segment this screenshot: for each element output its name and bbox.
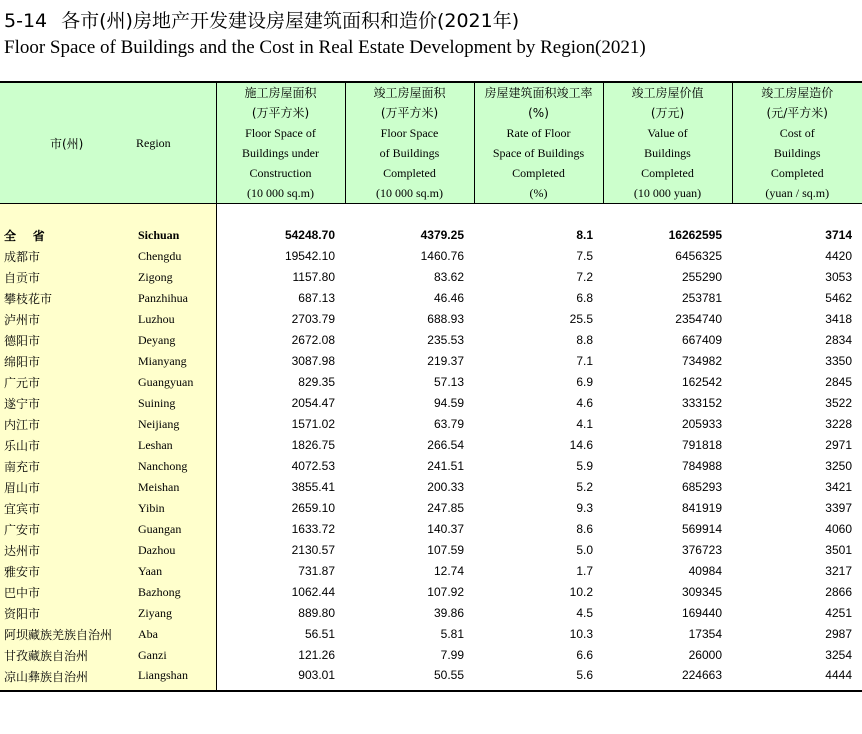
value-value-completed: 685293 bbox=[681, 480, 722, 494]
value-cost-completed: 4251 bbox=[825, 606, 852, 620]
value-floor-space-under-construction: 687.13 bbox=[298, 291, 335, 305]
value-completion-rate: 8.6 bbox=[576, 522, 593, 536]
table-row bbox=[0, 330, 862, 351]
value-value-completed: 333152 bbox=[681, 396, 722, 410]
table-row bbox=[0, 435, 862, 456]
value-floor-space-under-construction: 19542.10 bbox=[284, 249, 335, 263]
value-floor-space-under-construction: 2130.57 bbox=[291, 543, 335, 557]
value-value-completed: 791818 bbox=[681, 438, 722, 452]
header-col5-en-1: Cost of bbox=[779, 126, 815, 140]
header-col3-en-1: Rate of Floor bbox=[506, 126, 571, 140]
value-value-completed: 205933 bbox=[681, 417, 722, 431]
total-row bbox=[0, 225, 862, 246]
header-col1-cn: 施工房屋面积 bbox=[244, 86, 317, 100]
region-name-cn: 泸州市 bbox=[0, 309, 130, 330]
region-name-en: Liangshan bbox=[130, 666, 216, 691]
header-col2-en-3: Completed bbox=[383, 166, 436, 180]
table-row bbox=[0, 246, 862, 267]
value-floor-space-under-construction: 903.01 bbox=[216, 666, 345, 691]
value-value-completed: 224663 bbox=[603, 666, 732, 691]
region-name-cn: 绵阳市 bbox=[0, 351, 130, 372]
header-col1-en-4: (10 000 sq.m) bbox=[247, 186, 314, 200]
value-cost-completed: 2971 bbox=[825, 438, 852, 452]
value-completion-rate: 4.5 bbox=[576, 606, 593, 620]
region-name-en: Guangan bbox=[130, 519, 216, 540]
table-row bbox=[0, 561, 862, 582]
region-name-cn: 广元市 bbox=[0, 372, 130, 393]
value-cost-completed: 5462 bbox=[825, 291, 852, 305]
header-col2-en-4: (10 000 sq.m) bbox=[376, 186, 443, 200]
header-col3-cn: 房屋建筑面积竣工率 bbox=[484, 86, 593, 100]
header-completion-rate bbox=[474, 82, 603, 204]
header-col4-unit: (万元) bbox=[650, 106, 685, 120]
region-name-cn: 达州市 bbox=[0, 540, 130, 561]
value-floor-space-completed: 63.79 bbox=[433, 417, 464, 431]
value-completion-rate: 6.6 bbox=[576, 648, 593, 662]
value-floor-space-under-construction: 3855.41 bbox=[291, 480, 335, 494]
header-col4-en-4: (10 000 yuan) bbox=[633, 186, 702, 200]
value-cost-completed: 3522 bbox=[825, 396, 852, 410]
table-row bbox=[0, 372, 862, 393]
value-value-completed: 40984 bbox=[688, 564, 722, 578]
region-name-en: Aba bbox=[130, 624, 216, 645]
value-value-completed: 255290 bbox=[681, 270, 722, 284]
value-floor-space-under-construction: 889.80 bbox=[298, 606, 335, 620]
table-row bbox=[0, 393, 862, 414]
value-floor-space-under-construction: 1062.44 bbox=[291, 585, 335, 599]
header-col4-en-1: Value of bbox=[647, 126, 688, 140]
value-cost-completed: 3254 bbox=[825, 648, 852, 662]
value-completion-rate: 6.9 bbox=[576, 375, 593, 389]
region-name-cn: 甘孜藏族自治州 bbox=[0, 645, 130, 666]
value-cost-completed: 4444 bbox=[732, 666, 862, 691]
value-cost-completed: 3501 bbox=[825, 543, 852, 557]
table-row bbox=[0, 351, 862, 372]
table-row bbox=[0, 666, 862, 691]
value-floor-space-completed: 235.53 bbox=[427, 333, 464, 347]
header-region-cn: 市(州) bbox=[0, 82, 130, 204]
value-floor-space-completed: 200.33 bbox=[427, 480, 464, 494]
value-cost-completed: 2987 bbox=[825, 627, 852, 641]
value-value-completed: 162542 bbox=[681, 375, 722, 389]
value-floor-space-completed: 247.85 bbox=[427, 501, 464, 515]
header-col3-en-4: (%) bbox=[529, 186, 548, 200]
header-col4-en-2: Buildings bbox=[644, 146, 691, 160]
region-name-cn: 阿坝藏族羌族自治州 bbox=[0, 624, 130, 645]
region-name-cn: 德阳市 bbox=[0, 330, 130, 351]
value-floor-space-under-construction: 1633.72 bbox=[291, 522, 335, 536]
region-name-en: Meishan bbox=[130, 477, 216, 498]
region-name-cn: 全 省 bbox=[0, 225, 130, 246]
header-col1-en-1: Floor Space of bbox=[245, 126, 316, 140]
value-value-completed: 169440 bbox=[681, 606, 722, 620]
region-name-en: Guangyuan bbox=[130, 372, 216, 393]
header-floor-space-under-construction bbox=[216, 82, 345, 204]
value-value-completed: 309345 bbox=[681, 585, 722, 599]
value-floor-space-completed: 46.46 bbox=[433, 291, 464, 305]
value-cost-completed: 3397 bbox=[825, 501, 852, 515]
header-cost-completed bbox=[732, 82, 862, 204]
value-cost-completed: 3714 bbox=[825, 228, 852, 242]
value-floor-space-under-construction: 1826.75 bbox=[291, 438, 335, 452]
region-name-en: Ganzi bbox=[130, 645, 216, 666]
header-row bbox=[0, 82, 862, 204]
value-completion-rate: 8.8 bbox=[576, 333, 593, 347]
value-floor-space-completed: 4379.25 bbox=[420, 228, 464, 242]
region-name-cn: 攀枝花市 bbox=[0, 288, 130, 309]
value-value-completed: 784988 bbox=[681, 459, 722, 473]
value-value-completed: 253781 bbox=[681, 291, 722, 305]
value-cost-completed: 2866 bbox=[825, 585, 852, 599]
table-title-english: Floor Space of Buildings and the Cost in Real Estate Development by Region(2021) bbox=[4, 37, 646, 58]
region-name-en: Mianyang bbox=[130, 351, 216, 372]
value-value-completed: 17354 bbox=[688, 627, 722, 641]
header-col3-en-2: Space of Buildings bbox=[492, 146, 585, 160]
value-floor-space-completed: 219.37 bbox=[427, 354, 464, 368]
region-name-cn: 眉山市 bbox=[0, 477, 130, 498]
table-row bbox=[0, 309, 862, 330]
value-value-completed: 841919 bbox=[681, 501, 722, 515]
region-name-cn: 自贡市 bbox=[0, 267, 130, 288]
header-col5-unit: (元/平方米) bbox=[766, 106, 828, 120]
table-title-chinese bbox=[4, 6, 519, 33]
value-value-completed: 6456325 bbox=[675, 249, 722, 263]
value-value-completed: 2354740 bbox=[675, 312, 722, 326]
header-col5-en-3: Completed bbox=[770, 166, 824, 180]
table-row bbox=[0, 645, 862, 666]
header-col5-en-4: (yuan / sq.m) bbox=[765, 186, 830, 200]
value-floor-space-completed: 688.93 bbox=[427, 312, 464, 326]
value-value-completed: 376723 bbox=[681, 543, 722, 557]
region-name-en: Nanchong bbox=[130, 456, 216, 477]
region-name-cn: 宜宾市 bbox=[0, 498, 130, 519]
value-floor-space-completed: 5.81 bbox=[440, 627, 464, 641]
header-col2-cn: 竣工房屋面积 bbox=[373, 86, 446, 100]
table-row bbox=[0, 582, 862, 603]
value-completion-rate: 6.8 bbox=[576, 291, 593, 305]
value-cost-completed: 2834 bbox=[825, 333, 852, 347]
value-completion-rate: 4.6 bbox=[576, 396, 593, 410]
value-floor-space-under-construction: 2703.79 bbox=[291, 312, 335, 326]
value-value-completed: 667409 bbox=[681, 333, 722, 347]
region-name-en: Suining bbox=[130, 393, 216, 414]
value-floor-space-completed: 140.37 bbox=[427, 522, 464, 536]
value-floor-space-under-construction: 1571.02 bbox=[291, 417, 335, 431]
value-floor-space-under-construction: 3087.98 bbox=[291, 354, 335, 368]
table-row bbox=[0, 414, 862, 435]
region-name-cn: 资阳市 bbox=[0, 603, 130, 624]
value-completion-rate: 4.1 bbox=[576, 417, 593, 431]
header-col4-en-3: Completed bbox=[641, 166, 694, 180]
value-value-completed: 26000 bbox=[688, 648, 722, 662]
value-cost-completed: 4420 bbox=[825, 249, 852, 263]
region-name-en: Neijiang bbox=[130, 414, 216, 435]
title-chinese-text: 各市(州)房地产开发建设房屋建筑面积和造价(2021年) bbox=[61, 10, 520, 32]
table-row bbox=[0, 267, 862, 288]
value-floor-space-completed: 83.62 bbox=[433, 270, 464, 284]
value-completion-rate: 5.0 bbox=[576, 543, 593, 557]
region-name-en: Dazhou bbox=[130, 540, 216, 561]
value-completion-rate: 14.6 bbox=[569, 438, 593, 452]
region-name-en: Luzhou bbox=[130, 309, 216, 330]
region-name-cn: 广安市 bbox=[0, 519, 130, 540]
header-value-completed bbox=[603, 82, 732, 204]
value-completion-rate: 5.6 bbox=[474, 666, 603, 691]
value-completion-rate: 7.5 bbox=[576, 249, 593, 263]
header-col2-en-1: Floor Space bbox=[380, 126, 439, 140]
value-cost-completed: 3228 bbox=[825, 417, 852, 431]
table-body bbox=[0, 204, 862, 691]
value-floor-space-completed: 7.99 bbox=[440, 648, 464, 662]
table-number: 5-14 bbox=[4, 10, 48, 32]
header-col3-unit: (%) bbox=[528, 106, 549, 120]
value-cost-completed: 3421 bbox=[825, 480, 852, 494]
region-name-en: Chengdu bbox=[130, 246, 216, 267]
value-floor-space-under-construction: 1157.80 bbox=[292, 270, 335, 284]
table-row bbox=[0, 603, 862, 624]
value-completion-rate: 25.5 bbox=[569, 312, 593, 326]
value-completion-rate: 10.2 bbox=[569, 585, 593, 599]
value-floor-space-under-construction: 829.35 bbox=[298, 375, 335, 389]
value-floor-space-completed: 107.92 bbox=[427, 585, 464, 599]
table-row bbox=[0, 624, 862, 645]
value-floor-space-under-construction: 2659.10 bbox=[291, 501, 335, 515]
table-row bbox=[0, 519, 862, 540]
value-cost-completed: 2845 bbox=[825, 375, 852, 389]
value-completion-rate: 1.7 bbox=[576, 564, 593, 578]
region-name-en: Sichuan bbox=[130, 225, 216, 246]
value-floor-space-completed: 94.59 bbox=[433, 396, 464, 410]
region-name-cn: 内江市 bbox=[0, 414, 130, 435]
value-floor-space-under-construction: 4072.53 bbox=[291, 459, 335, 473]
value-value-completed: 569914 bbox=[681, 522, 722, 536]
value-completion-rate: 5.9 bbox=[576, 459, 593, 473]
region-name-en: Ziyang bbox=[130, 603, 216, 624]
table-row bbox=[0, 477, 862, 498]
value-cost-completed: 3250 bbox=[825, 459, 852, 473]
value-floor-space-completed: 1460.76 bbox=[420, 249, 464, 263]
value-completion-rate: 10.3 bbox=[569, 627, 593, 641]
header-col1-en-2: Buildings under bbox=[242, 146, 319, 160]
value-cost-completed: 3350 bbox=[825, 354, 852, 368]
region-name-cn: 凉山彝族自治州 bbox=[0, 666, 130, 691]
value-floor-space-under-construction: 121.26 bbox=[298, 648, 335, 662]
region-name-en: Zigong bbox=[130, 267, 216, 288]
table-row bbox=[0, 498, 862, 519]
region-name-cn: 成都市 bbox=[0, 246, 130, 267]
table-row bbox=[0, 540, 862, 561]
value-completion-rate: 8.1 bbox=[576, 228, 593, 242]
value-completion-rate: 7.1 bbox=[576, 354, 593, 368]
region-name-cn: 巴中市 bbox=[0, 582, 130, 603]
value-completion-rate: 7.2 bbox=[576, 270, 593, 284]
value-value-completed: 734982 bbox=[681, 354, 722, 368]
value-cost-completed: 3418 bbox=[825, 312, 852, 326]
region-name-en: Panzhihua bbox=[130, 288, 216, 309]
value-floor-space-under-construction: 731.87 bbox=[298, 564, 335, 578]
region-name-en: Yaan bbox=[130, 561, 216, 582]
region-name-cn: 乐山市 bbox=[0, 435, 130, 456]
value-completion-rate: 5.2 bbox=[576, 480, 593, 494]
value-floor-space-completed: 241.51 bbox=[427, 459, 464, 473]
region-name-en: Bazhong bbox=[130, 582, 216, 603]
value-cost-completed: 3053 bbox=[825, 270, 852, 284]
value-cost-completed: 3217 bbox=[825, 564, 852, 578]
value-floor-space-under-construction: 2054.47 bbox=[291, 396, 335, 410]
region-name-cn: 雅安市 bbox=[0, 561, 130, 582]
value-floor-space-completed: 107.59 bbox=[427, 543, 464, 557]
spacer-row bbox=[0, 204, 862, 225]
region-name-en: Yibin bbox=[130, 498, 216, 519]
value-floor-space-completed: 12.74 bbox=[433, 564, 464, 578]
header-col2-unit: (万平方米) bbox=[380, 106, 439, 120]
data-table bbox=[0, 81, 862, 692]
region-name-en: Leshan bbox=[130, 435, 216, 456]
region-name-cn: 南充市 bbox=[0, 456, 130, 477]
header-region-en: Region bbox=[130, 82, 216, 204]
header-col2-en-2: of Buildings bbox=[379, 146, 440, 160]
table-row bbox=[0, 456, 862, 477]
value-value-completed: 16262595 bbox=[668, 228, 722, 242]
header-col4-cn: 竣工房屋价值 bbox=[631, 86, 704, 100]
table-row bbox=[0, 288, 862, 309]
value-floor-space-completed: 266.54 bbox=[427, 438, 464, 452]
value-floor-space-under-construction: 2672.08 bbox=[291, 333, 335, 347]
value-floor-space-completed: 50.55 bbox=[345, 666, 474, 691]
value-cost-completed: 4060 bbox=[825, 522, 852, 536]
value-floor-space-under-construction: 56.51 bbox=[304, 627, 335, 641]
header-floor-space-completed bbox=[345, 82, 474, 204]
value-completion-rate: 9.3 bbox=[576, 501, 593, 515]
region-name-en: Deyang bbox=[130, 330, 216, 351]
value-floor-space-completed: 57.13 bbox=[433, 375, 464, 389]
header-col1-en-3: Construction bbox=[249, 166, 312, 180]
header-col5-en-2: Buildings bbox=[773, 146, 821, 160]
value-floor-space-under-construction: 54248.70 bbox=[284, 228, 335, 242]
header-col3-en-3: Completed bbox=[512, 166, 565, 180]
header-col5-cn: 竣工房屋造价 bbox=[761, 86, 834, 100]
region-name-cn: 遂宁市 bbox=[0, 393, 130, 414]
value-floor-space-completed: 39.86 bbox=[433, 606, 464, 620]
header-col1-unit: (万平方米) bbox=[251, 106, 310, 120]
